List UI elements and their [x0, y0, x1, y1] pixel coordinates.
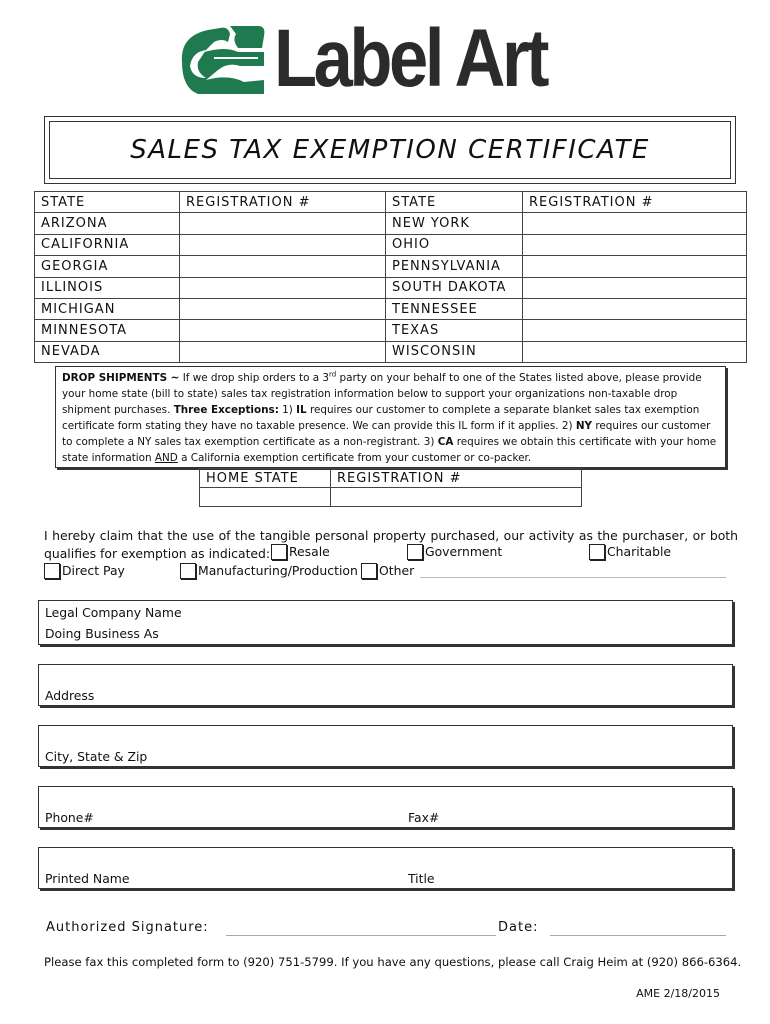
- header-registration-right: REGISTRATION #: [523, 192, 747, 213]
- registration-input-cell[interactable]: [180, 298, 386, 319]
- other-input-line[interactable]: [420, 577, 726, 578]
- notice-text: If we drop ship orders to a 3: [179, 372, 330, 384]
- exemption-claim-text: I hereby claim that the use of the tangible personal property purchased, our activity as the purchaser, or both qualifies for exemption as indicated:: [44, 528, 738, 561]
- state-cell: TENNESSEE: [386, 298, 523, 319]
- home-state-table: [199, 468, 582, 507]
- drop-shipments-heading: DROP SHIPMENTS ~: [62, 372, 180, 384]
- state-cell: ILLINOIS: [35, 277, 180, 298]
- table-row: [35, 277, 747, 298]
- registration-input-cell[interactable]: [180, 256, 386, 277]
- table-header-row: [35, 192, 747, 213]
- state-code-ny: NY: [575, 420, 593, 432]
- title-box: [44, 116, 736, 184]
- state-cell: NEW YORK: [386, 213, 523, 234]
- registration-input-cell[interactable]: [180, 320, 386, 341]
- option-label: Direct Pay: [62, 563, 125, 578]
- printed-name-label: Printed Name: [45, 871, 130, 886]
- option-label: Government: [425, 544, 503, 559]
- table-row: [35, 234, 747, 255]
- table-row: [35, 213, 747, 234]
- header-registration-left: REGISTRATION #: [180, 192, 386, 213]
- phone-label: Phone#: [45, 810, 94, 825]
- registration-input-cell[interactable]: [180, 277, 386, 298]
- company-logo: [178, 13, 608, 104]
- manufacturing-checkbox[interactable]: [180, 563, 196, 579]
- signature-line[interactable]: [226, 935, 496, 936]
- notice-text: requires our customer to complete a separate blanket sales tax exemption certificate form stating they have no taxable presence. We can provide this IL form if it applies. 2): [62, 404, 700, 432]
- other-checkbox[interactable]: [361, 563, 377, 579]
- state-cell: ARIZONA: [35, 213, 180, 234]
- state-cell: NEVADA: [35, 341, 180, 362]
- state-code-ca: CA: [437, 436, 454, 448]
- address-label: Address: [45, 688, 95, 703]
- label-art-logo-mark-icon: [178, 22, 268, 96]
- state-code-il: IL: [296, 404, 307, 416]
- option-label: Other: [379, 563, 415, 578]
- direct-pay-checkbox[interactable]: [44, 563, 60, 579]
- table-row: [35, 320, 747, 341]
- company-name-box[interactable]: [38, 600, 733, 645]
- registration-input-cell[interactable]: [180, 341, 386, 362]
- fax-label: Fax#: [408, 810, 440, 825]
- state-registration-table: [34, 191, 747, 363]
- registration-input-cell[interactable]: [523, 234, 747, 255]
- header-home-state: HOME STATE: [200, 469, 331, 488]
- notice-text: party on your behalf to one of the States listed above, please provide your home state (bill to state) sales tax registration information below to support your organizations non-taxable drop shipment purchases.: [62, 372, 702, 416]
- ordinal-superscript: rd: [329, 370, 337, 379]
- title-label: Title: [408, 871, 435, 886]
- home-registration-input-cell[interactable]: [331, 488, 582, 507]
- drop-shipments-notice: [55, 366, 726, 468]
- notice-text: 1): [278, 404, 297, 416]
- table-header-row: [200, 469, 582, 488]
- table-row: [35, 256, 747, 277]
- state-cell: PENNSYLVANIA: [386, 256, 523, 277]
- city-state-zip-label: City, State & Zip: [45, 749, 148, 764]
- page-title: SALES TAX EXEMPTION CERTIFICATE: [130, 135, 650, 165]
- emphasis-and: AND: [154, 452, 178, 464]
- option-government[interactable]: [407, 543, 502, 561]
- registration-input-cell[interactable]: [523, 341, 747, 362]
- phone-fax-box[interactable]: [38, 786, 733, 828]
- state-cell: OHIO: [386, 234, 523, 255]
- government-checkbox[interactable]: [407, 544, 423, 560]
- table-row: [35, 341, 747, 362]
- logo-wordmark: Label Art: [274, 13, 547, 104]
- option-resale[interactable]: [271, 543, 330, 561]
- notice-text: requires our customer to complete a NY sales tax exemption certificate as a non-registrant. 3): [62, 420, 711, 448]
- date-label: Date:: [498, 920, 539, 935]
- charitable-checkbox[interactable]: [589, 544, 605, 560]
- home-state-input-cell[interactable]: [200, 488, 331, 507]
- table-row: [35, 298, 747, 319]
- resale-checkbox[interactable]: [271, 544, 287, 560]
- exceptions-heading: Three Exceptions:: [173, 404, 279, 416]
- state-cell: CALIFORNIA: [35, 234, 180, 255]
- option-direct-pay[interactable]: [44, 562, 125, 580]
- registration-input-cell[interactable]: [180, 234, 386, 255]
- registration-input-cell[interactable]: [523, 213, 747, 234]
- state-cell: GEORGIA: [35, 256, 180, 277]
- option-manufacturing[interactable]: [180, 562, 358, 580]
- option-label: Manufacturing/Production: [198, 563, 358, 578]
- registration-input-cell[interactable]: [523, 298, 747, 319]
- name-title-box[interactable]: [38, 847, 733, 889]
- authorized-signature-label: Authorized Signature:: [46, 920, 209, 935]
- option-other[interactable]: [361, 562, 414, 580]
- registration-input-cell[interactable]: [523, 320, 747, 341]
- date-line[interactable]: [550, 935, 726, 936]
- notice-text: a California exemption certificate from your customer or co-packer.: [177, 452, 532, 464]
- header-state-left: STATE: [35, 192, 180, 213]
- option-label: Charitable: [607, 544, 672, 559]
- header-state-right: STATE: [386, 192, 523, 213]
- table-row: [200, 488, 582, 507]
- state-cell: SOUTH DAKOTA: [386, 277, 523, 298]
- header-home-registration: REGISTRATION #: [331, 469, 582, 488]
- registration-input-cell[interactable]: [523, 277, 747, 298]
- state-cell: MICHIGAN: [35, 298, 180, 319]
- option-label: Resale: [289, 544, 330, 559]
- form-version: AME 2/18/2015: [636, 987, 720, 1000]
- state-cell: WISCONSIN: [386, 341, 523, 362]
- address-box[interactable]: [38, 664, 733, 706]
- registration-input-cell[interactable]: [180, 213, 386, 234]
- fax-instructions: Please fax this completed form to (920) 751-5799. If you have any questions, please call Craig Heim at (920) 866-6364.: [44, 955, 742, 969]
- state-cell: TEXAS: [386, 320, 523, 341]
- notice-text: requires we obtain this certificate with your home state information: [62, 436, 717, 464]
- city-state-zip-box[interactable]: [38, 725, 733, 767]
- state-cell: MINNESOTA: [35, 320, 180, 341]
- option-charitable[interactable]: [589, 543, 671, 561]
- legal-company-name-label: Legal Company Name: [45, 605, 182, 620]
- registration-input-cell[interactable]: [523, 256, 747, 277]
- doing-business-as-label: Doing Business As: [45, 626, 159, 641]
